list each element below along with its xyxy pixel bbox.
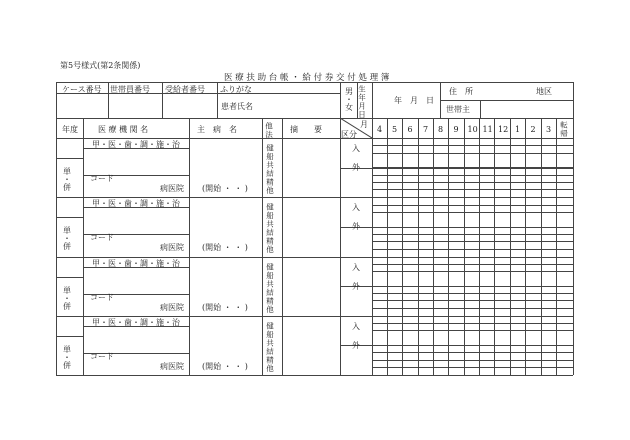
district-label: 地区: [536, 87, 552, 96]
grid-line: [372, 249, 573, 250]
address-label: 住 所: [449, 87, 473, 96]
form-number: 第5号様式(第2条関係): [60, 61, 141, 70]
grid-line: [56, 277, 83, 278]
block-out: 外: [352, 163, 360, 172]
block-types: 甲・医・歯・調・施・治: [92, 258, 180, 268]
grid-line: [56, 82, 573, 83]
block-types: 甲・医・歯・調・施・治: [92, 199, 180, 209]
col-division: 区分: [341, 130, 357, 139]
block-in: 入: [352, 144, 360, 153]
grid-line: [372, 330, 573, 331]
block-in: 入: [352, 321, 360, 331]
block-law: 健船共結精他: [265, 144, 275, 195]
block-out: 外: [352, 340, 360, 350]
month-4: 4: [376, 125, 383, 134]
grid-line: [372, 293, 573, 294]
month-2: 2: [530, 125, 536, 134]
sex-female: 女: [345, 103, 353, 112]
grid-line: [56, 93, 217, 94]
block-code-label: コード: [90, 174, 114, 183]
month-7: 7: [422, 125, 429, 134]
block-combined: 併: [63, 360, 71, 370]
col-institution: 医 療 機 関 名: [98, 125, 149, 134]
month-9: 9: [453, 125, 459, 134]
grid-line: [510, 118, 511, 375]
month-10: 10: [467, 125, 478, 134]
block-single: 単: [63, 167, 71, 176]
grid-line: [494, 118, 495, 375]
block-hospital: 病医院: [160, 243, 184, 253]
grid-line: [56, 336, 83, 337]
col-year: 年度: [62, 125, 78, 134]
birth-label: 生年月日: [357, 85, 367, 119]
block-combined: 併: [63, 183, 71, 192]
block-dot: ・: [63, 293, 71, 303]
grid-line: [83, 118, 84, 375]
block-hospital: 病医院: [160, 361, 184, 371]
block-law: 健船共結精他: [265, 203, 275, 255]
block-code-label: コード: [90, 292, 114, 302]
grid-line: [56, 118, 573, 119]
grid-line: [372, 264, 573, 265]
month-5: 5: [391, 125, 398, 134]
col-month-label: 月: [360, 120, 368, 129]
grid-line: [282, 118, 283, 375]
grid-line: [56, 217, 83, 218]
block-combined: 併: [63, 301, 71, 311]
col-other-law: 他法: [264, 122, 274, 139]
grid-line: [372, 234, 573, 235]
col-summary: 摘 要: [290, 125, 322, 134]
grid-line: [372, 205, 573, 206]
grid-line: [541, 118, 542, 375]
head-label: 世帯主: [446, 105, 470, 114]
grid-line: [418, 118, 419, 375]
month-1: 1: [514, 125, 521, 134]
block-single: 単: [63, 226, 71, 236]
month-6: 6: [407, 125, 413, 134]
block-start: (開始 ・ ・ ): [202, 243, 248, 253]
block-code-label: コード: [90, 351, 114, 361]
division-diagonal: [340, 118, 372, 138]
grid-line: [479, 118, 480, 375]
grid-line: [440, 82, 441, 118]
grid-line: [189, 118, 190, 375]
grid-line: [372, 118, 373, 375]
month-11: 11: [482, 125, 493, 134]
block-dot: ・: [63, 175, 71, 184]
block-hospital: 病医院: [160, 302, 184, 312]
grid-line: [372, 300, 573, 301]
block-in: 入: [352, 262, 360, 272]
month-3: 3: [545, 125, 552, 134]
grid-line: [372, 212, 573, 213]
grid-line: [372, 345, 573, 346]
grid-line: [56, 316, 573, 317]
grid-line: [56, 138, 573, 139]
grid-line: [402, 118, 403, 375]
grid-line: [387, 118, 388, 375]
grid-line: [372, 182, 573, 183]
grid-line: [340, 118, 341, 375]
sex-male: 男: [345, 87, 353, 96]
grid-line: [372, 153, 573, 154]
grid-line: [573, 118, 574, 375]
block-combined: 併: [63, 242, 71, 252]
grid-line: [56, 375, 573, 376]
grid-line: [372, 167, 573, 168]
patient-name-label: 患者氏名: [221, 102, 253, 111]
form-title: 医 療 扶 助 台 帳 ・ 給 付 券 交 付 処 理 簿: [224, 73, 390, 83]
block-code-label: コード: [90, 233, 114, 243]
furigana-label: ふりがな: [220, 85, 252, 94]
grid-line: [372, 308, 573, 309]
block-hospital: 病医院: [160, 184, 184, 193]
block-in: 入: [352, 203, 360, 213]
grid-line: [525, 118, 526, 375]
grid-line: [162, 82, 163, 118]
block-start: (開始 ・ ・ ): [202, 184, 248, 193]
block-start: (開始 ・ ・ ): [202, 302, 248, 312]
case-no-label: ケース番号: [62, 85, 102, 94]
grid-line: [340, 82, 341, 118]
grid-line: [464, 118, 465, 375]
grid-line: [556, 118, 557, 375]
grid-line: [433, 118, 434, 375]
recipient-no-label: 受給者番号: [165, 85, 205, 94]
grid-line: [372, 271, 573, 272]
block-dot: ・: [63, 234, 71, 244]
grid-line: [357, 82, 358, 118]
grid-line: [372, 82, 373, 118]
grid-line: [372, 175, 573, 176]
grid-line: [573, 82, 574, 118]
grid-line: [108, 82, 109, 118]
sex-dot: ・: [345, 95, 353, 104]
grid-line: [372, 286, 573, 287]
grid-line: [372, 352, 573, 353]
block-out: 外: [352, 222, 360, 232]
grid-line: [372, 189, 573, 190]
grid-line: [372, 241, 573, 242]
month-8: 8: [437, 125, 444, 134]
col-transfer: 転帰: [559, 121, 569, 138]
grid-line: [56, 257, 573, 258]
grid-line: [372, 145, 573, 146]
block-types: 甲・医・歯・調・施・治: [92, 140, 180, 149]
block-single: 単: [63, 344, 71, 354]
grid-line: [217, 82, 218, 118]
grid-line: [56, 82, 57, 118]
household-no-label: 世帯員番号: [110, 85, 150, 94]
grid-line: [372, 323, 573, 324]
block-single: 単: [63, 285, 71, 295]
grid-line: [56, 158, 83, 159]
block-law: 健船共結精他: [265, 262, 275, 314]
block-types: 甲・医・歯・調・施・治: [92, 317, 180, 327]
grid-line: [372, 360, 573, 361]
grid-line: [480, 100, 481, 118]
block-law: 健船共結精他: [265, 321, 275, 373]
grid-line: [262, 118, 263, 375]
col-disease: 主 病 名: [197, 125, 237, 134]
block-out: 外: [352, 281, 360, 291]
grid-line: [448, 118, 449, 375]
grid-line: [372, 227, 573, 228]
grid-line: [217, 93, 340, 94]
block-start: (開始 ・ ・ ): [202, 361, 248, 371]
birth-ymd: 年 月 日: [394, 96, 434, 105]
grid-line: [372, 367, 573, 368]
block-dot: ・: [63, 352, 71, 362]
grid-line: [440, 100, 573, 101]
month-12: 12: [498, 125, 509, 134]
